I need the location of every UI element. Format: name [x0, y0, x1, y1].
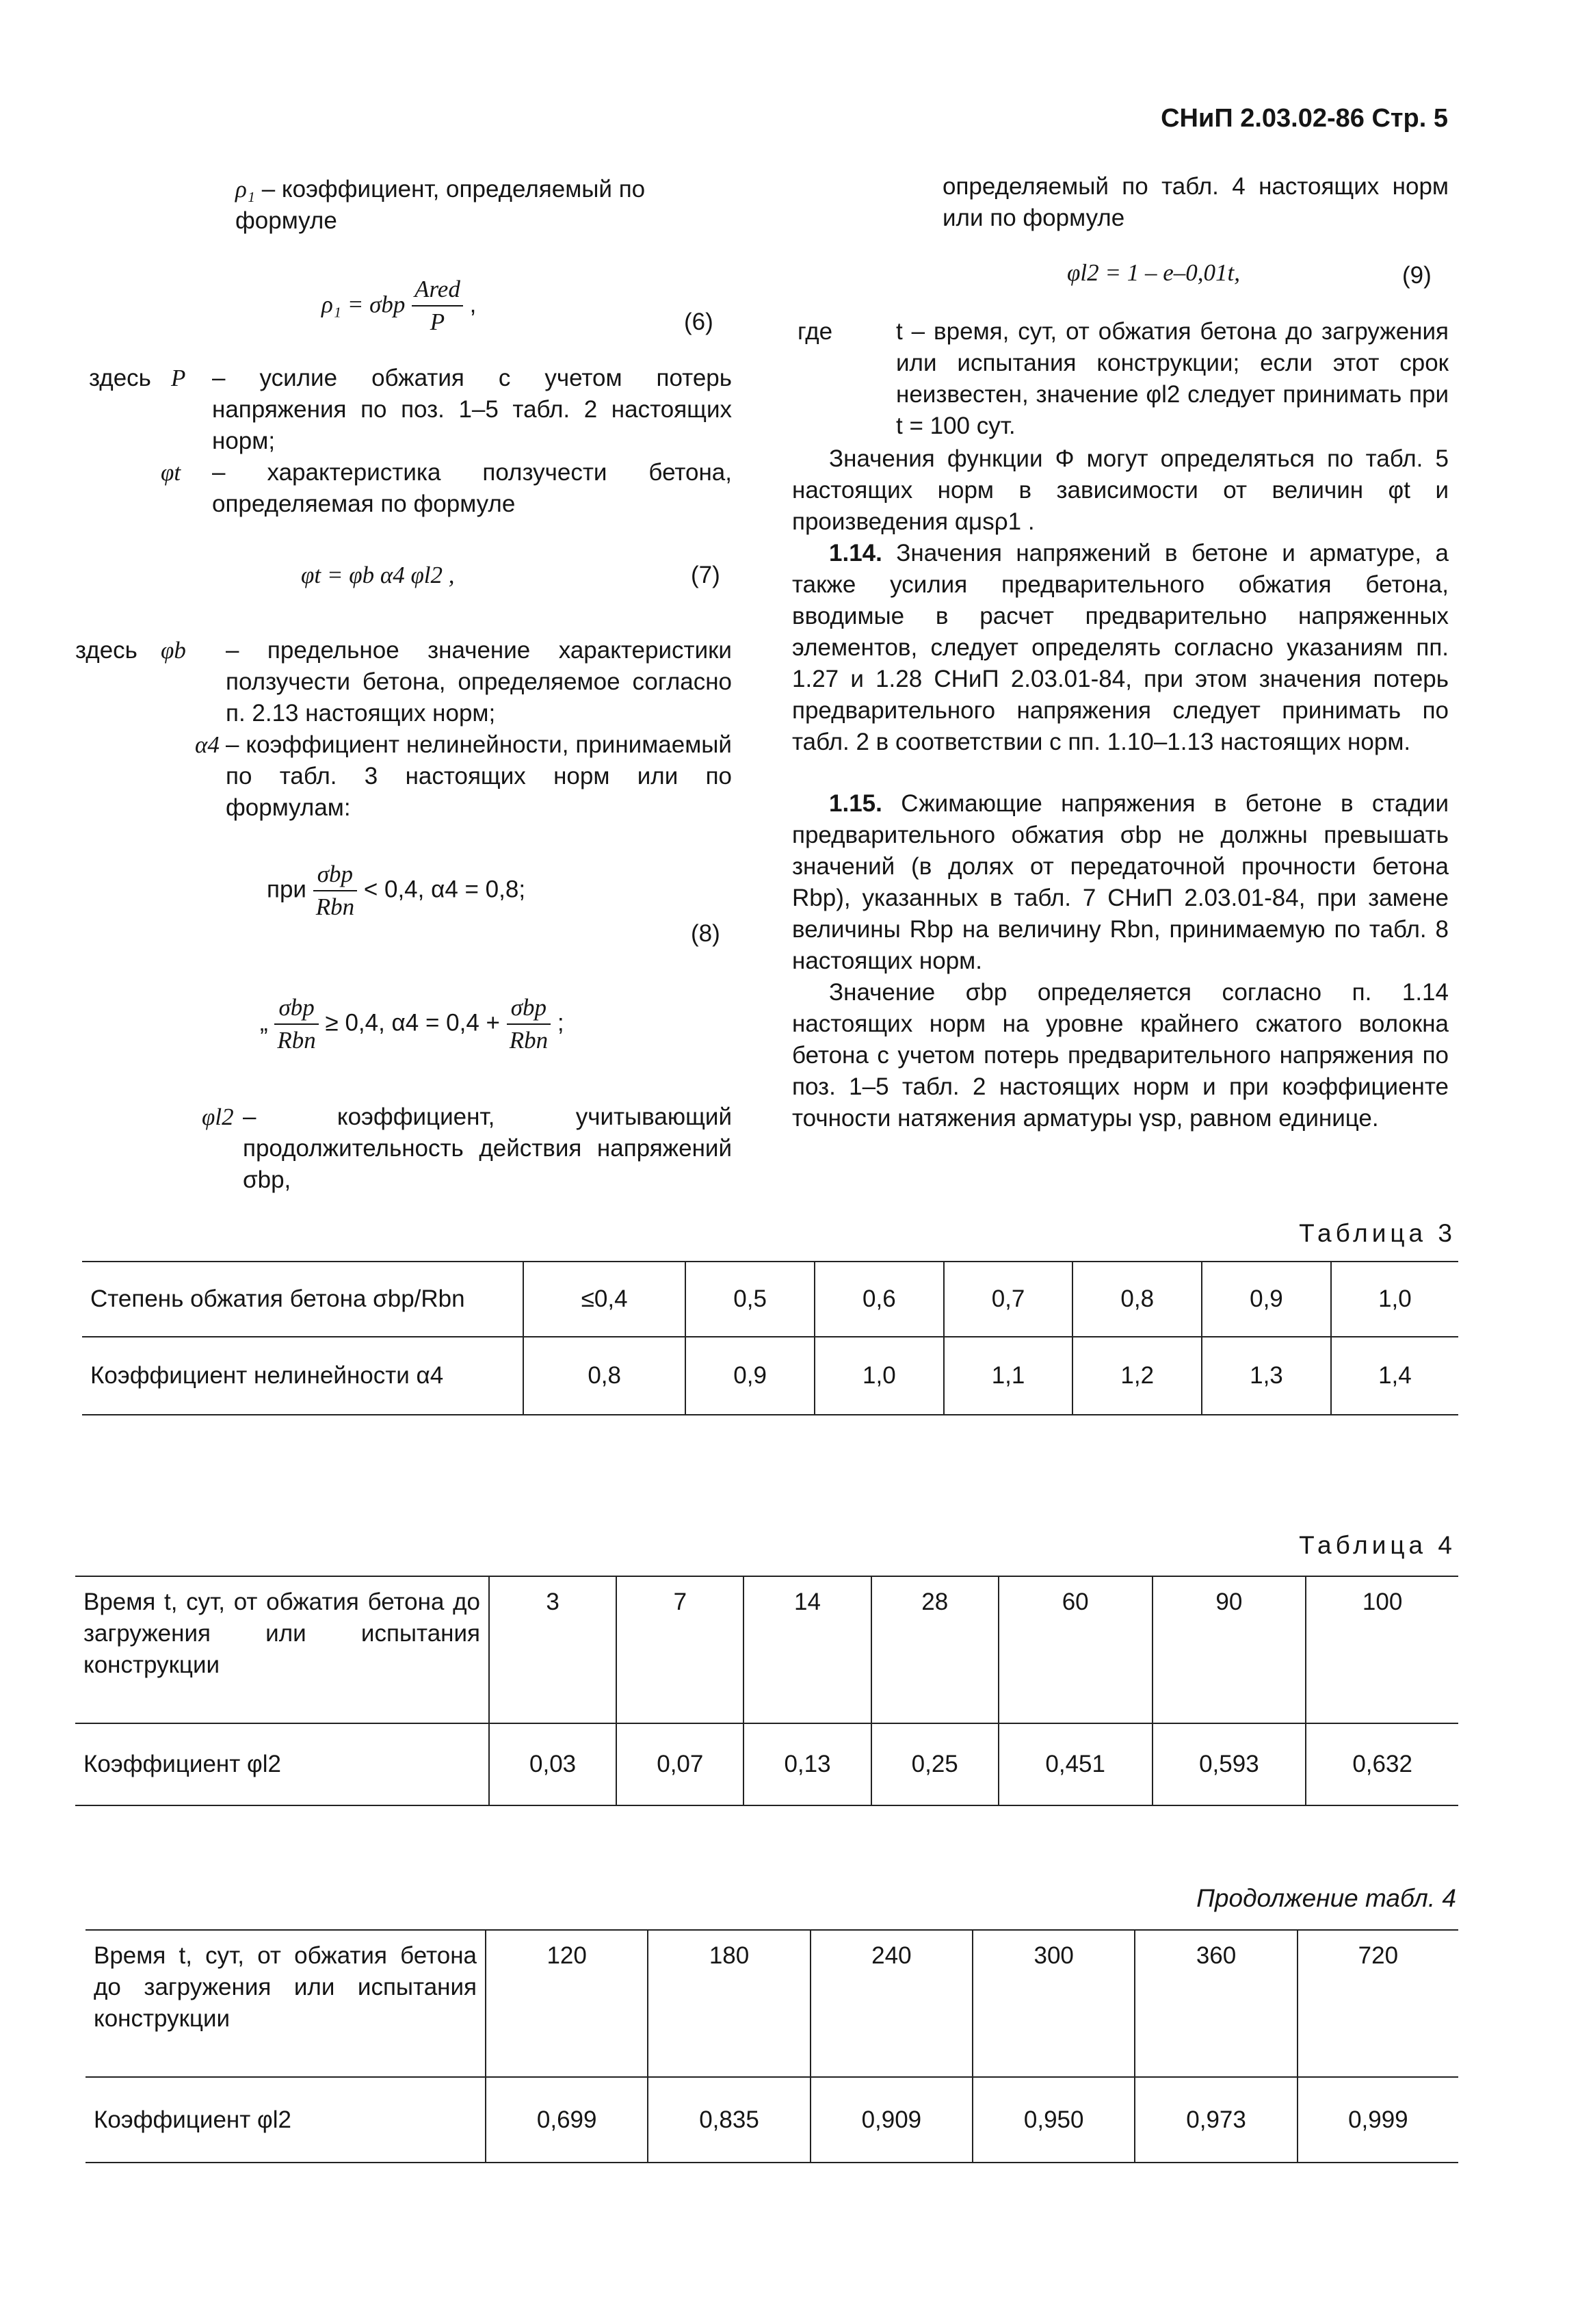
table-cell: ≤0,4: [523, 1262, 685, 1337]
table-3: [82, 1261, 1458, 1415]
table-row: [75, 1576, 1458, 1723]
table-cell: 90: [1153, 1576, 1306, 1723]
equation-8-condition-2: ≥ 0,4, α4 = 0,4 +: [325, 1009, 500, 1036]
table-cell: 0,03: [489, 1723, 616, 1805]
equation-8-fraction-1: [313, 859, 357, 923]
equation-6: ρ₁ = σbp $\frac{\text{Ared}}{P}$ ,: [321, 274, 476, 338]
table-cell: 0,9: [1202, 1262, 1331, 1337]
table-cell: 0,909: [811, 2077, 973, 2163]
p-definition-text: – усилие обжатия с учетом потерь напряжения по поз. 1–5 табл. 2 настоящих норм;: [212, 365, 732, 454]
alpha4-symbol: α4: [195, 731, 220, 758]
section-1-15: [792, 788, 1449, 977]
table-cell: 0,835: [648, 2077, 810, 2163]
table-cell: 0,07: [616, 1723, 743, 1805]
table-cell: 60: [999, 1576, 1153, 1723]
table-3-row-1-label: Степень обжатия бетона σbp/Rbn: [82, 1262, 523, 1337]
table-cell: 1,3: [1202, 1337, 1331, 1415]
phi-b-definition: [75, 635, 732, 729]
table-4c-row-1-label: Время t, сут, от обжатия бетона до загружения или испытания конструкции: [85, 1930, 486, 2077]
phi-l2-definition-text: – коэффициент, учитывающий продолжительность действия напряжений σbp,: [243, 1104, 732, 1193]
equation-8-fraction-3-den: Rbn: [509, 1027, 549, 1054]
table-4-caption: Таблица 4: [1299, 1531, 1456, 1559]
section-1-15-paragraph-2: Значение σbp определяется согласно п. 1.14 настоящих норм на уровне крайнего сжатого волокна бетона с учетом потерь предварительного напряжения по поз. 1–5 табл. 2 настоящих норм и при коэффициенте точности натяжения арматуры γsp, равном единице.: [792, 979, 1449, 1132]
rho-symbol: ρ₁: [235, 176, 255, 203]
equation-8-fraction-1-num: σbp: [313, 859, 357, 891]
equation-8-fraction-3: [507, 992, 551, 1056]
equation-8-number: (8): [691, 920, 720, 947]
table-cell: 1,0: [815, 1337, 944, 1415]
right-paragraph-2: Значения функции Φ могут определяться по табл. 5 настоящих норм в зависимости от величин φt и произведения αμsρ1 .: [792, 445, 1449, 535]
equation-6-numerator: Ared: [412, 274, 463, 306]
table-cell: 28: [871, 1576, 999, 1723]
table-cell: 720: [1298, 1930, 1458, 2077]
section-1-14-text: Значения напряжений в бетоне и арматуре, а также усилия предварительного обжатия бетона, вводимые в расчет предварительно напряженных элементов, следует определять согласно указаниям пп. 1.27 и 1.28 СНиП 2.03.01-84, при этом значения потерь предварительного напряжения следует принимать по табл. 2 в соответствии с пп. 1.10–1.13 настоящих норм.: [792, 540, 1449, 755]
equation-8-fraction-2-num: σbp: [274, 992, 318, 1025]
equation-6-number: (6): [684, 309, 713, 335]
table-cell: 0,632: [1306, 1723, 1458, 1805]
equation-8-fraction-3-num: σbp: [507, 992, 551, 1025]
table-cell: 0,950: [973, 2077, 1135, 2163]
t-definition-text: t – время, сут, от обжатия бетона до загружения или испытания конструкции; если этот срок неизвестен, значение φl2 следует принимать при t = 100 сут.: [896, 318, 1449, 439]
table-cell: 0,451: [999, 1723, 1153, 1805]
table-row: [85, 1930, 1458, 2077]
table-cell: 240: [811, 1930, 973, 2077]
right-paragraph-1: определяемый по табл. 4 настоящих норм или по формуле: [943, 173, 1449, 231]
rho-definition: [235, 174, 728, 237]
table-cell: 1,4: [1331, 1337, 1458, 1415]
table-cell: 0,8: [1072, 1262, 1202, 1337]
p-symbol: P: [171, 365, 186, 391]
table-cell: 300: [973, 1930, 1135, 2077]
phi-b-label: здесь: [75, 637, 137, 664]
alpha4-definition-text: – коэффициент нелинейности, принимаемый по табл. 3 настоящих норм или по формулам:: [226, 731, 732, 821]
p-definition: [89, 363, 732, 457]
table-4-row-1-label: Время t, сут, от обжатия бетона до загружения или испытания конструкции: [75, 1576, 489, 1723]
p-label: здесь: [89, 365, 151, 391]
equation-8-line1: [267, 859, 525, 923]
table-cell: 0,7: [944, 1262, 1073, 1337]
table-cell: 0,9: [685, 1337, 815, 1415]
table-cell: 0,973: [1135, 2077, 1297, 2163]
section-1-15-number: 1.15.: [829, 790, 882, 817]
section-1-14: [792, 538, 1449, 758]
phi-l2-symbol: φl2: [202, 1104, 234, 1130]
table-cell: 7: [616, 1576, 743, 1723]
equation-6-denominator: P: [430, 309, 445, 335]
phi-t-definition-text: – характеристика ползучести бетона, определяемая по формуле: [212, 459, 732, 517]
phi-t-symbol: φt: [161, 459, 181, 486]
page-header: СНиП 2.03.02-86 Стр. 5: [1161, 104, 1448, 133]
equation-8-prefix-1: при: [267, 876, 306, 903]
table-cell: 14: [743, 1576, 871, 1723]
equation-8-fraction-1-den: Rbn: [315, 893, 355, 920]
equation-7: φt = φb α4 φl2 ,: [301, 562, 455, 588]
equation-8-prefix-2: „: [260, 1009, 268, 1036]
table-cell: 1,0: [1331, 1262, 1458, 1337]
section-1-14-number: 1.14.: [829, 540, 882, 566]
table-row: [85, 2077, 1458, 2163]
table-cell: 120: [486, 1930, 648, 2077]
table-row: [75, 1723, 1458, 1805]
phi-b-definition-text: – предельное значение характеристики ползучести бетона, определяемое согласно п. 2.13 настоящих норм;: [226, 637, 732, 727]
equation-8-condition-1: < 0,4, α4 = 0,8;: [363, 876, 526, 903]
equation-9: φl2 = 1 – e–0,01t,: [1067, 259, 1240, 286]
table-cell: 0,699: [486, 2077, 648, 2163]
table-row: [82, 1337, 1458, 1415]
table-row: [82, 1262, 1458, 1337]
phi-t-definition: [89, 457, 732, 520]
phi-b-symbol: φb: [161, 637, 186, 664]
equation-9-number: (9): [1402, 262, 1432, 289]
table-cell: 0,593: [1153, 1723, 1306, 1805]
equation-8-end: ;: [557, 1009, 564, 1036]
table-3-caption: Таблица 3: [1299, 1219, 1456, 1247]
table-cell: 100: [1306, 1576, 1458, 1723]
table-4-row-2-label: Коэффициент φl2: [75, 1723, 489, 1805]
section-1-15-text: Сжимающие напряжения в бетоне в стадии предварительного обжатия σbp не должны превышать значений (в долях от передаточной прочности бетона Rbp), указанных в табл. 7 СНиП 2.03.01-84, при замене величины Rbp на величину Rbn, принимаемую по табл. 8 настоящих норм.: [792, 790, 1449, 974]
equation-6-lhs: ρ₁ = σbp: [321, 291, 406, 318]
table-cell: 180: [648, 1930, 810, 2077]
equation-7-number: (7): [691, 562, 720, 588]
table-cell: 1,1: [944, 1337, 1073, 1415]
table-cell: 0,8: [523, 1337, 685, 1415]
table-4: [75, 1576, 1458, 1806]
table-cell: 0,6: [815, 1262, 944, 1337]
equation-8-fraction-2: [274, 992, 318, 1056]
equation-8-fraction-2-den: Rbn: [277, 1027, 316, 1054]
table-cell: 360: [1135, 1930, 1297, 2077]
table-4c-row-2-label: Коэффициент φl2: [85, 2077, 486, 2163]
rho-definition-text: – коэффициент, определяемый по формуле: [235, 176, 646, 234]
table-cell: 0,999: [1298, 2077, 1458, 2163]
equation-6-fraction: [412, 274, 463, 338]
table-cell: 1,2: [1072, 1337, 1202, 1415]
equation-8-line2: [260, 992, 564, 1056]
alpha4-definition: [75, 729, 732, 824]
phi-l2-definition: [75, 1101, 732, 1196]
t-label: где: [798, 318, 833, 345]
table-cell: 3: [489, 1576, 616, 1723]
table-cell: 0,5: [685, 1262, 815, 1337]
table-3-row-2-label: Коэффициент нелинейности α4: [82, 1337, 523, 1415]
table-4-continuation: [85, 1929, 1458, 2163]
table-4-continuation-caption: Продолжение табл. 4: [1196, 1884, 1456, 1912]
table-cell: 0,25: [871, 1723, 999, 1805]
table-cell: 0,13: [743, 1723, 871, 1805]
